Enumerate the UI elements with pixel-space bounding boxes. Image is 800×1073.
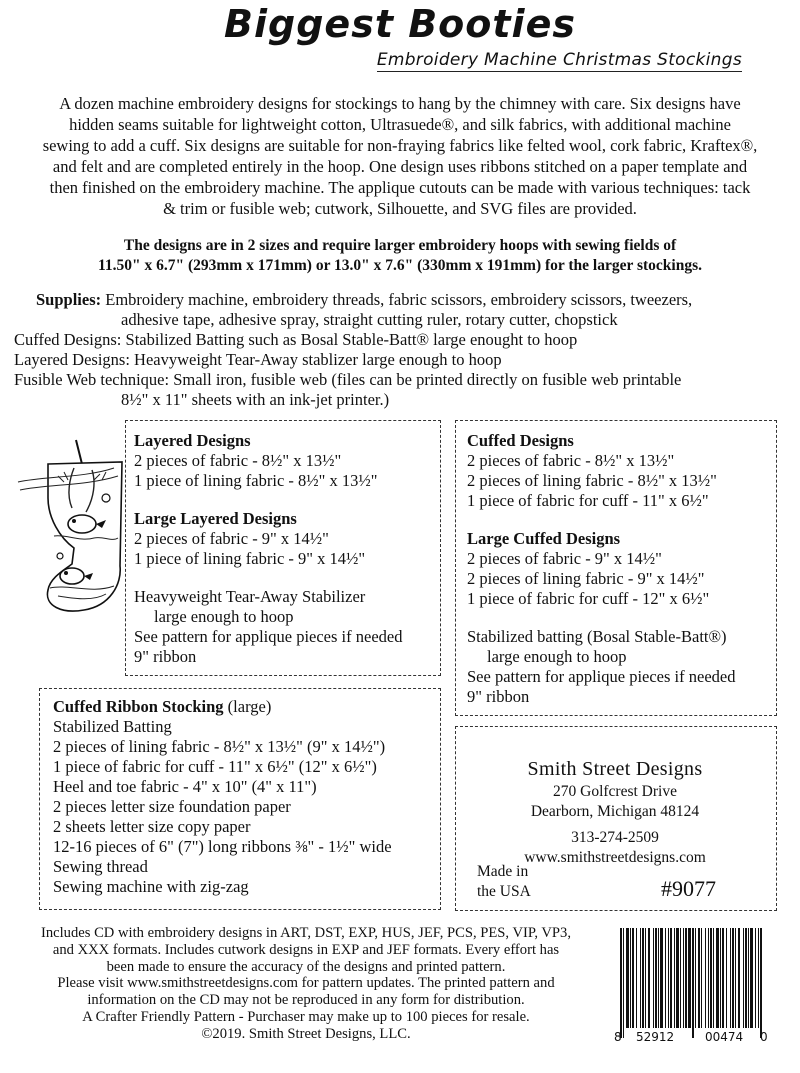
list-item: 2 pieces of lining fabric - 8½" x 13½" (9" x 14½") — [53, 737, 386, 756]
cuffed-heading: Cuffed Designs — [467, 431, 574, 450]
list-item: 12-16 pieces of 6" (7") long ribbons ⅜" - 1½" wide — [53, 837, 392, 856]
barcode-bar — [683, 928, 684, 1028]
address: 270 Golfcrest Drive — [553, 783, 677, 800]
list-item: 1 piece of fabric for cuff - 11" x 6½" — [467, 491, 709, 510]
intro-line: hidden seams suitable for lightweight cotton, Ultrasuede®, and silk fabrics, with additional machine — [69, 115, 731, 134]
list-item: 2 pieces of lining fabric - 9" x 14½" — [467, 569, 705, 588]
barcode-bar — [716, 928, 719, 1028]
list-item: 2 pieces letter size foundation paper — [53, 797, 291, 816]
barcode-bar — [708, 928, 709, 1028]
list-item: See pattern for applique pieces if needed — [467, 667, 736, 686]
large-cuffed-heading: Large Cuffed Designs — [467, 529, 621, 548]
barcode-bar — [743, 928, 744, 1028]
list-item: 1 piece of lining fabric - 9" x 14½" — [134, 549, 366, 568]
ribbon-stocking — [53, 697, 392, 897]
list-item: 2 pieces of fabric - 9" x 14½" — [134, 529, 329, 548]
supplies-cuffed: Cuffed Designs: Stabilized Batting such as Bosal Stable-Batt® large enought to hoop — [14, 330, 578, 349]
supplies-row — [14, 290, 794, 310]
website-link[interactable]: www.smithstreetdesigns.com — [524, 849, 706, 866]
list-item: 2 pieces of fabric - 8½" x 13½" — [467, 451, 675, 470]
barcode-bar — [668, 928, 669, 1028]
barcode-bar — [698, 928, 700, 1028]
list-item: 1 piece of fabric for cuff - 11" x 6½" (12" x 6½") — [53, 757, 377, 776]
intro-line: A dozen machine embroidery designs for stockings to hang by the chimney with care. Six designs have — [59, 94, 741, 113]
barcode-bar — [623, 928, 624, 1038]
list-item: Sewing thread — [53, 857, 148, 876]
barcode-bar — [674, 928, 675, 1028]
made-in-line: Made in — [477, 863, 529, 880]
barcode-bar — [713, 928, 714, 1028]
barcode-digit: 8 — [614, 1030, 622, 1044]
ribbon-heading: Cuffed Ribbon Stocking — [53, 697, 224, 716]
list-item: large enough to hoop — [154, 607, 294, 626]
intro-line: then finished on the embroidery machine. The applique cutouts can be made with various techniques: tack — [49, 178, 751, 197]
barcode-bar — [755, 928, 756, 1028]
barcode-bar — [670, 928, 672, 1028]
footer-line: A Crafter Friendly Pattern - Purchaser may make up to 100 pieces for resale. — [82, 1008, 530, 1025]
barcode-bar — [636, 928, 637, 1028]
barcode-bar — [642, 928, 644, 1028]
list-item: large enough to hoop — [487, 647, 627, 666]
footer-line: ©2019. Smith Street Designs, LLC. — [201, 1025, 411, 1042]
barcode-digit: 0 — [760, 1030, 768, 1044]
footer-line: Includes CD with embroidery designs in ART, DST, EXP, HUS, JEF, PCS, PES, VIP, VP3, — [40, 925, 571, 941]
barcode — [612, 928, 772, 1043]
barcode-bar — [658, 928, 659, 1028]
cuffed-designs — [467, 431, 735, 707]
layered-designs — [134, 431, 402, 667]
barcode-bar — [665, 928, 666, 1028]
supplies-label: Supplies: — [36, 290, 102, 309]
barcode-bar — [648, 928, 650, 1028]
list-item: 1 piece of lining fabric - 8½" x 13½" — [134, 471, 378, 490]
barcode-bar — [735, 928, 736, 1028]
ribbon-heading-row — [53, 697, 392, 717]
barcode-bar — [748, 928, 749, 1028]
barcode-bar — [660, 928, 663, 1028]
list-item: 9" ribbon — [134, 647, 197, 666]
intro-line: sewing to add a cuff. Six designs are suitable for non-fraying fabrics like felted wool, cork fabric, Kraftex®, — [42, 136, 758, 155]
barcode-bar — [710, 928, 712, 1028]
contact-info — [456, 756, 774, 868]
barcode-bar — [620, 928, 622, 1038]
list-item: 1 piece of fabric for cuff - 12" x 6½" — [467, 589, 710, 608]
layered-heading: Layered Designs — [134, 431, 251, 450]
supplies-line: Embroidery machine, embroidery threads, fabric scissors, embroidery scissors, tweezers, — [105, 290, 693, 309]
barcode-bar — [640, 928, 641, 1028]
list-item: 2 sheets letter size copy paper — [53, 817, 251, 836]
barcode-bar — [688, 928, 691, 1028]
barcode-bar — [630, 928, 631, 1028]
list-item: Stabilized Batting — [53, 717, 172, 736]
barcode-digit: 00474 — [705, 1030, 744, 1044]
barcode-bar — [738, 928, 740, 1028]
barcode-bar — [645, 928, 646, 1028]
footer-line: been made to ensure the accuracy of the designs and printed pattern. — [106, 958, 506, 975]
product-sku: #9077 — [661, 876, 716, 901]
list-item: 9" ribbon — [467, 687, 530, 706]
stocking-illustration — [14, 438, 132, 618]
barcode-bar — [750, 928, 753, 1028]
barcode-bar — [720, 928, 721, 1028]
phone: 313-274-2509 — [571, 829, 659, 846]
list-item: 2 pieces of lining fabric - 8½" x 13½" — [467, 471, 717, 490]
barcode-bar — [680, 928, 681, 1028]
barcode-bar — [705, 928, 706, 1028]
intro-line: and felt and are completed entirely in the hoop. One design uses ribbons stitched on a paper template and — [52, 157, 748, 176]
barcode-bar — [653, 928, 654, 1028]
barcode-bar — [745, 928, 747, 1028]
supplies-line: adhesive tape, adhesive spray, straight cutting ruler, rotary cutter, chopstick — [121, 310, 618, 329]
barcode-digit: 52912 — [636, 1030, 675, 1044]
list-item: 2 pieces of fabric - 8½" x 13½" — [134, 451, 342, 470]
barcode-bar — [730, 928, 731, 1028]
city: Dearborn, Michigan 48124 — [530, 803, 700, 820]
barcode-bar — [676, 928, 679, 1028]
sizes-line: The designs are in 2 sizes and require larger embroidery hoops with sewing fields of — [123, 237, 677, 254]
intro-line: & trim or fusible web; cutwork, Silhouette, and SVG files are provided. — [163, 199, 637, 218]
list-item: Sewing machine with zig-zag — [53, 877, 249, 896]
list-item: 2 pieces of fabric - 9" x 14½" — [467, 549, 662, 568]
footer-notes — [6, 925, 606, 1043]
list-item: Heavyweight Tear-Away Stabilizer — [134, 587, 366, 606]
list-item: See pattern for applique pieces if needed — [134, 627, 403, 646]
barcode-bar — [695, 928, 696, 1028]
barcode-bar — [722, 928, 724, 1028]
supplies-fusible: 8½" x 11" sheets with an ink-jet printer.) — [121, 390, 390, 409]
footer-line: Please visit www.smithstreetdesigns.com for pattern updates. The printed pattern and — [57, 975, 555, 992]
supplies-fusible: Fusible Web technique: Small iron, fusible web (files can be printed directly on fusible web printable — [14, 370, 682, 389]
barcode-bar — [655, 928, 657, 1028]
supplies-section — [14, 290, 794, 410]
supplies-layered: Layered Designs: Heavyweight Tear-Away stablizer large enough to hoop — [14, 350, 502, 369]
barcode-bar — [732, 928, 734, 1028]
footer-line: and XXX formats. Includes cutwork designs in EXP and JEF formats. Every effort has — [52, 941, 560, 958]
page-subtitle: Embroidery Machine Christmas Stockings — [376, 50, 742, 70]
barcode-bar — [758, 928, 759, 1028]
list-item: Stabilized batting (Bosal Stable-Batt®) — [467, 627, 727, 646]
barcode-bar — [760, 928, 762, 1038]
large-layered-heading: Large Layered Designs — [134, 509, 297, 528]
footer-line: information on the CD may not be reproduced in any form for distribution. — [87, 992, 525, 1009]
sizes-note — [12, 236, 788, 276]
made-in-usa — [477, 862, 531, 902]
barcode-bar — [626, 928, 629, 1028]
barcode-bar — [632, 928, 634, 1028]
list-item: Heel and toe fabric - 4" x 10" (4" x 11") — [53, 777, 317, 796]
company-name: Smith Street Designs — [527, 758, 703, 780]
ribbon-heading-suffix: (large) — [223, 697, 272, 716]
intro-paragraph — [12, 93, 788, 219]
page-title: Biggest Booties — [224, 2, 576, 46]
barcode-bar — [692, 928, 694, 1038]
barcode-bar — [726, 928, 727, 1028]
barcode-bar — [685, 928, 687, 1028]
made-in-line: the USA — [477, 883, 531, 900]
barcode-bar — [701, 928, 702, 1028]
sizes-line: 11.50" x 6.7" (293mm x 171mm) or 13.0" x 7.6" (330mm x 191mm) for the larger stockings. — [98, 257, 702, 274]
